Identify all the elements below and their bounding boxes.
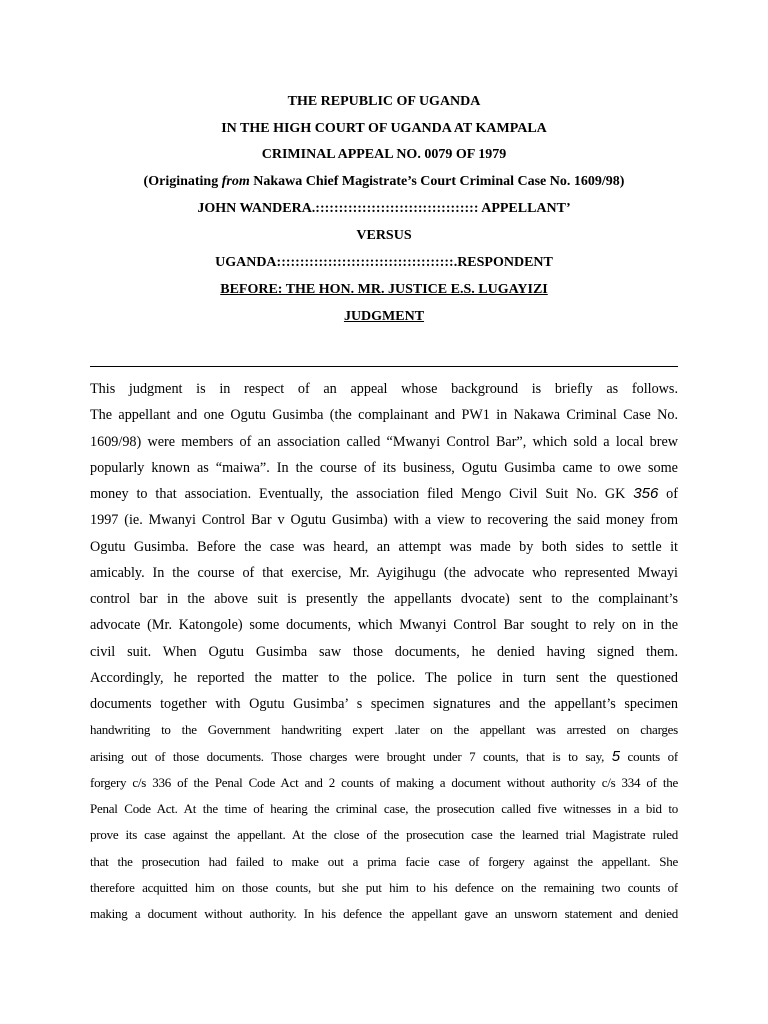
republic-heading: THE REPUBLIC OF UGANDA xyxy=(287,94,481,109)
count-number: 5 xyxy=(611,747,620,765)
before-judge-line xyxy=(0,282,768,298)
horizontal-divider xyxy=(90,366,678,367)
body-line: making a document without authority. In his defence the appellant gave an unsworn statement and denied xyxy=(90,906,678,921)
body-line-part: counts of xyxy=(619,748,678,764)
body-line: The appellant and one Ogutu Gusimba (the complainant and PW1 in Nakawa Criminal Case No. xyxy=(90,407,678,424)
body-line: 1997 (ie. Mwanyi Control Bar v Ogutu Gusimba) with a view to recovering the said money from xyxy=(90,512,678,529)
body-line xyxy=(90,481,678,507)
body-line: This judgment is in respect of an appeal whose background is briefly as follows. xyxy=(90,381,678,397)
body-line: forgery c/s 336 of the Penal Code Act and 2 counts of making a document without authority c/s 334 of the xyxy=(90,774,678,790)
body-line: Ogutu Gusimba. Before the case was heard, an attempt was made by both sides to settle it xyxy=(90,538,678,555)
body-line-part: of xyxy=(658,486,678,502)
judgment-title xyxy=(0,309,768,325)
body-line: 1609/98) were members of an association called “Mwanyi Control Bar”, which sold a local brew xyxy=(90,433,678,450)
respondent-line: UGANDA::::::::::::::::::::::::::::::::::::::.RESPONDENT xyxy=(215,255,553,270)
versus-line: VERSUS xyxy=(356,228,412,243)
origin-from-text: from xyxy=(221,174,250,189)
body-line: documents together with Ogutu Gusimba’ s specimen signatures and the appellant’s specimen xyxy=(90,696,678,712)
body-line: prove its case against the appellant. At the close of the prosecution case the learned trial Magistrate ruled xyxy=(90,827,678,843)
before-judge-text: BEFORE: THE HON. MR. JUSTICE E.S. LUGAYIZI xyxy=(220,282,548,297)
body-line-part: arising out of those documents. Those charges were brought under 7 counts, that is to say, xyxy=(90,748,612,764)
body-line xyxy=(90,744,678,770)
body-line: handwriting to the Government handwriting expert .later on the appellant was arrested on charges xyxy=(90,722,678,738)
origin-open-text: (Originating xyxy=(143,174,222,189)
body-line: amicably. In the course of that exercise, Mr. Ayigihugu (the advocate who represented Mwayi xyxy=(90,564,678,581)
body-line-part: money to that association. Eventually, the association filed Mengo Civil Suit No. GK xyxy=(90,486,634,502)
appellant-line: JOHN WANDERA.::::::::::::::::::::::::::::::::::: APPELLANT’ xyxy=(197,201,571,216)
body-line: therefore acquitted him on those counts, but she put him to his defence on the remaining two counts of xyxy=(90,879,678,895)
body-line: popularly known as “maiwa”. In the course of its business, Ogutu Gusimba came to owe some xyxy=(90,459,678,476)
court-heading: IN THE HIGH COURT OF UGANDA AT KAMPALA xyxy=(221,121,547,136)
body-line: control bar in the above suit is presently the appellants dvocate) sent to the complainant’s xyxy=(90,591,678,607)
suit-number: 356 xyxy=(633,485,659,502)
body-line: advocate (Mr. Katongole) some documents, which Mwanyi Control Bar sought to rely on in the xyxy=(90,617,678,634)
body-line: that the prosecution had failed to make out a prima facie case of forgery against the appellant. She xyxy=(90,853,678,869)
origin-rest-text: Nakawa Chief Magistrate’s Court Criminal Case No. 1609/98) xyxy=(249,174,625,189)
body-line: Accordingly, he reported the matter to the police. The police in turn sent the questioned xyxy=(90,669,678,686)
body-line: civil suit. When Ogutu Gusimba saw those documents, he denied having signed them. xyxy=(90,643,678,660)
appeal-number-heading: CRIMINAL APPEAL NO. 0079 OF 1979 xyxy=(261,147,507,162)
judgment-body xyxy=(90,376,678,927)
origin-heading xyxy=(0,174,768,190)
body-line: Penal Code Act. At the time of hearing the criminal case, the prosecution called five witnesses in a bid to xyxy=(90,801,678,816)
judgment-title-text: JUDGMENT xyxy=(343,309,425,324)
